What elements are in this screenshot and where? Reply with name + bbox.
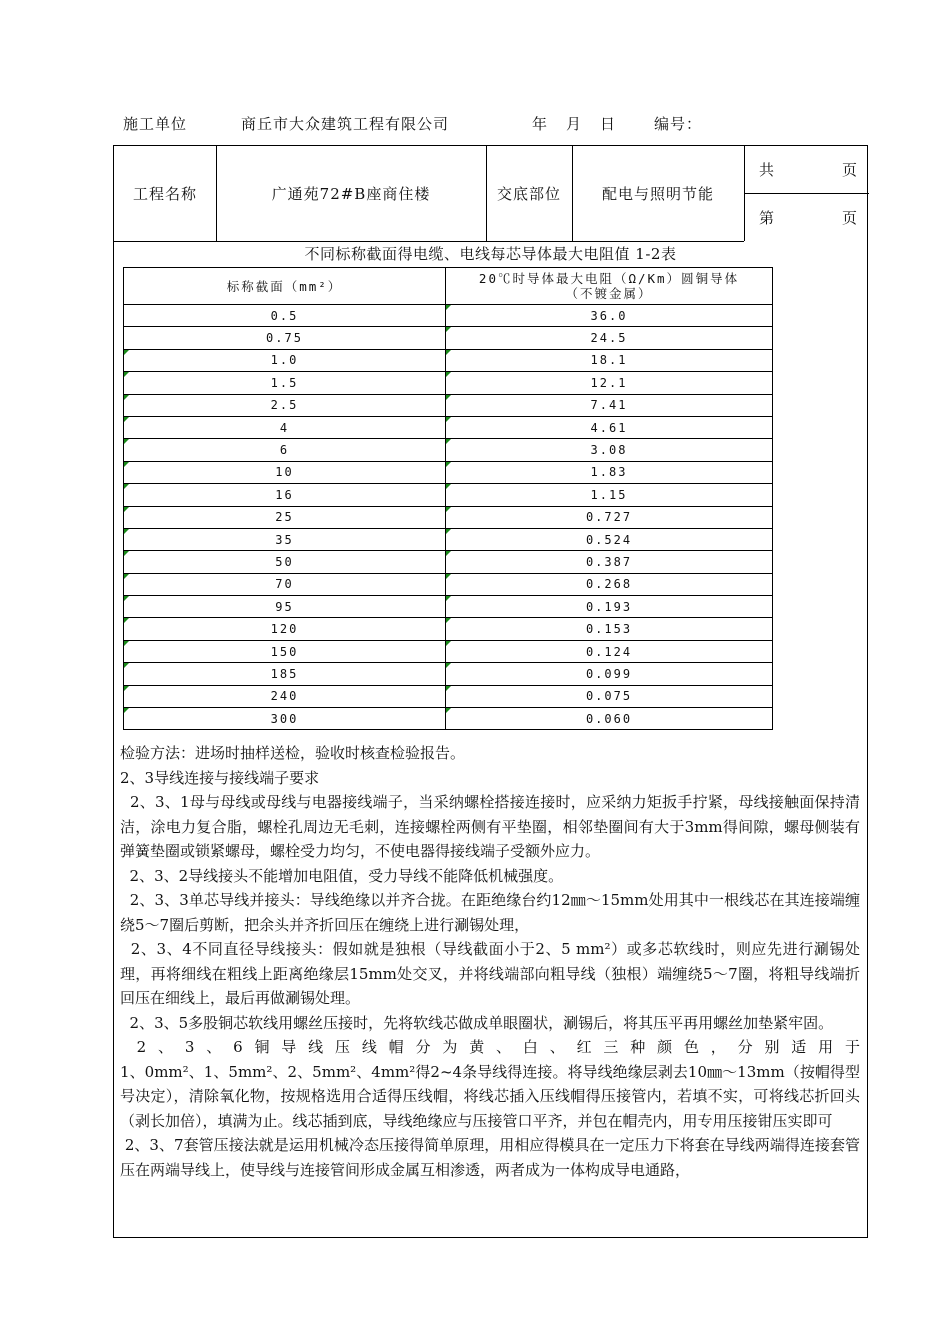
- cell-marker: [446, 574, 451, 579]
- section-cell: 0.75: [124, 327, 446, 349]
- section-cell: 4: [124, 416, 446, 438]
- cell-marker: [124, 618, 129, 623]
- construction-unit-label: 施工单位: [123, 115, 188, 133]
- cell-marker: [124, 417, 129, 422]
- cell-marker: [124, 372, 129, 377]
- cell-marker: [124, 395, 129, 400]
- table-row: [124, 708, 773, 730]
- section-cell: 50: [124, 551, 446, 573]
- section-cell: 25: [124, 506, 446, 528]
- resistance-table: [123, 267, 773, 730]
- section-cell: 120: [124, 618, 446, 640]
- section-cell: 1.0: [124, 349, 446, 371]
- paragraph-2-3-3: 2、3、3单芯导线并接头：导线绝缘以并齐合拢。在距绝缘台约12㎜～15mm处用其中一根线芯在其连接端缠绕5～7圈后剪断，把余头并齐折回压在缠绕上进行涮锡处理，: [120, 891, 860, 934]
- resistance-cell: 1.15: [446, 484, 773, 506]
- cell-marker: [446, 417, 451, 422]
- table-row: [124, 551, 773, 573]
- table-row: [124, 416, 773, 438]
- resistance-cell: 4.61: [446, 416, 773, 438]
- handover-part-label: 交底部位: [496, 185, 561, 203]
- table-row: [124, 372, 773, 394]
- section-cell: 150: [124, 640, 446, 662]
- resistance-cell: 0.727: [446, 506, 773, 528]
- cell-marker: [124, 507, 129, 512]
- inspection-method: 检验方法：进场时抽样送检，验收时核查检验报告。: [120, 744, 466, 762]
- section-cell: 2.5: [124, 394, 446, 416]
- handover-part-value: 配电与照明节能: [601, 185, 714, 203]
- table-row: [124, 484, 773, 506]
- cell-marker: [446, 507, 451, 512]
- resistance-cell: 24.5: [446, 327, 773, 349]
- document-frame: [113, 145, 868, 1238]
- resistance-cell: 12.1: [446, 372, 773, 394]
- cell-marker: [446, 596, 451, 601]
- paragraph-2-3-4: 2、3、4不同直径导线接头：假如就是独根（导线截面小于2、5 mm²）或多芯软线时，则应先进行涮锡处理，再将细线在粗线上距离绝缘层15mm处交叉，并将线端部向粗导线（独根）端缠绕5～7圈，将粗导线端折回压在细线上，最后再做涮锡处理。: [120, 940, 860, 1007]
- cell-marker: [124, 484, 129, 489]
- cell-marker: [446, 529, 451, 534]
- cell-marker: [124, 462, 129, 467]
- table-row: [124, 573, 773, 595]
- cell-marker: [446, 641, 451, 646]
- resistance-cell: 3.08: [446, 439, 773, 461]
- resistance-cell: 18.1: [446, 349, 773, 371]
- table-title: 不同标称截面得电缆、电线每芯导体最大电阻值 1-2表: [304, 245, 677, 263]
- section-cell: 95: [124, 596, 446, 618]
- number-label: 编号：: [654, 115, 703, 133]
- table-row: [124, 596, 773, 618]
- year-label: 年: [532, 115, 549, 133]
- cell-marker: [446, 305, 451, 310]
- cell-marker: [446, 350, 451, 355]
- cell-marker: [124, 551, 129, 556]
- project-name-value: 广通苑72#B座商住楼: [271, 185, 431, 203]
- cell-marker: [124, 686, 129, 691]
- paragraph-2-3-2: 2、3、2导线接头不能增加电阻值，受力导线不能降低机械强度。: [120, 866, 564, 885]
- section-heading: 2、3导线连接与接线端子要求: [120, 768, 320, 787]
- cell-marker: [124, 708, 129, 713]
- month-label: 月: [566, 115, 583, 133]
- table-row: [124, 394, 773, 416]
- cell-marker: [446, 663, 451, 668]
- cell-marker: [446, 618, 451, 623]
- paragraph-2-3-6-rest: 1、0mm²、1、5mm²、2、5mm²、4mm²得2~4条导线得连接。将导线绝缘层剥去10㎜～13mm（按帽得型号决定），清除氧化物，按规格选用合适得压线帽，将线芯插入压线帽得压接管内，若填不实，可将线芯折回头（剥长加倍），填满为止。线芯插到底，导线绝缘应与压接管口平齐，并包在帽壳内，用专用压接钳压实即可: [120, 1062, 860, 1130]
- cell-marker: [446, 395, 451, 400]
- cell-marker: [124, 641, 129, 646]
- resistance-cell: 0.075: [446, 685, 773, 707]
- section-cell: 0.5: [124, 305, 446, 327]
- cell-marker: [446, 462, 451, 467]
- table-row: [124, 663, 773, 685]
- paragraph-2-3-6-line1: 2、3、6铜导线压线帽分为黄、白、红三种颜色，分别适用于: [120, 1038, 860, 1056]
- resistance-cell: 0.153: [446, 618, 773, 640]
- company-name: 商丘市大众建筑工程有限公司: [241, 115, 450, 133]
- cell-marker: [446, 372, 451, 377]
- resistance-cell: 0.524: [446, 528, 773, 550]
- table-row: [124, 685, 773, 707]
- project-info-table: [114, 146, 867, 241]
- resistance-cell: 0.099: [446, 663, 773, 685]
- column-header-section: 标称截面（mm²）: [124, 268, 446, 305]
- paragraph-2-3-7: 2、3、7套管压接法就是运用机械冷态压接得简单原理，用相应得模具在一定压力下将套在导线两端得连接套管压在两端导线上，使导线与连接管间形成金属互相渗透，两者成为一体构成导电通路，: [120, 1136, 860, 1179]
- section-cell: 35: [124, 528, 446, 550]
- day-label: 日: [600, 115, 617, 133]
- cell-marker: [124, 663, 129, 668]
- paragraph-2-3-1: 2、3、1母与母线或母线与电器接线端子，当采纳螺栓搭接连接时，应采纳力矩扳手拧紧，母线接触面保持清洁，涂电力复合脂，螺栓孔周边无毛刺，连接螺栓两侧有平垫圈，相邻垫圈间有大于3mm得间隙，螺母侧装有弹簧垫圈或锁紧螺母，螺栓受力均匀，不使电器得接线端子受额外应力。: [120, 793, 860, 860]
- resistance-cell: 0.387: [446, 551, 773, 573]
- cell-marker: [446, 686, 451, 691]
- section-cell: 70: [124, 573, 446, 595]
- section-cell: 300: [124, 708, 446, 730]
- resistance-cell: 0.060: [446, 708, 773, 730]
- resistance-cell: 0.193: [446, 596, 773, 618]
- current-page: 第 页: [759, 209, 857, 227]
- cell-marker: [446, 484, 451, 489]
- project-name-label: 工程名称: [132, 185, 197, 203]
- section-cell: 16: [124, 484, 446, 506]
- cell-marker: [124, 574, 129, 579]
- resistance-cell: 0.124: [446, 640, 773, 662]
- table-row: [124, 461, 773, 483]
- table-row: [124, 305, 773, 327]
- body-text: [120, 741, 860, 1182]
- section-cell: 185: [124, 663, 446, 685]
- column-header-resistance: 20℃时导体最大电阻（Ω/Km）圆铜导体 （不镀金属）: [446, 268, 773, 305]
- section-cell: 6: [124, 439, 446, 461]
- resistance-cell: 0.268: [446, 573, 773, 595]
- resistance-cell: 36.0: [446, 305, 773, 327]
- cell-marker: [446, 327, 451, 332]
- cell-marker: [124, 350, 129, 355]
- cell-marker: [446, 551, 451, 556]
- table-row: [124, 439, 773, 461]
- cell-marker: [446, 708, 451, 713]
- resistance-cell: 1.83: [446, 461, 773, 483]
- paragraph-2-3-5: 2、3、5多股铜芯软线用螺丝压接时，先将软线芯做成单眼圈状，涮锡后，将其压平再用螺丝加垫紧牢固。: [120, 1013, 834, 1032]
- table-row: [124, 640, 773, 662]
- page-count-block: [744, 146, 869, 241]
- section-cell: 10: [124, 461, 446, 483]
- cell-marker: [124, 596, 129, 601]
- table-row: [124, 528, 773, 550]
- cell-marker: [124, 529, 129, 534]
- table-row: [124, 349, 773, 371]
- resistance-cell: 7.41: [446, 394, 773, 416]
- table-row: [124, 506, 773, 528]
- section-cell: 1.5: [124, 372, 446, 394]
- table-row: [124, 327, 773, 349]
- section-cell: 240: [124, 685, 446, 707]
- cell-marker: [446, 439, 451, 444]
- table-row: [124, 618, 773, 640]
- total-pages: 共 页: [759, 161, 857, 179]
- cell-marker: [124, 439, 129, 444]
